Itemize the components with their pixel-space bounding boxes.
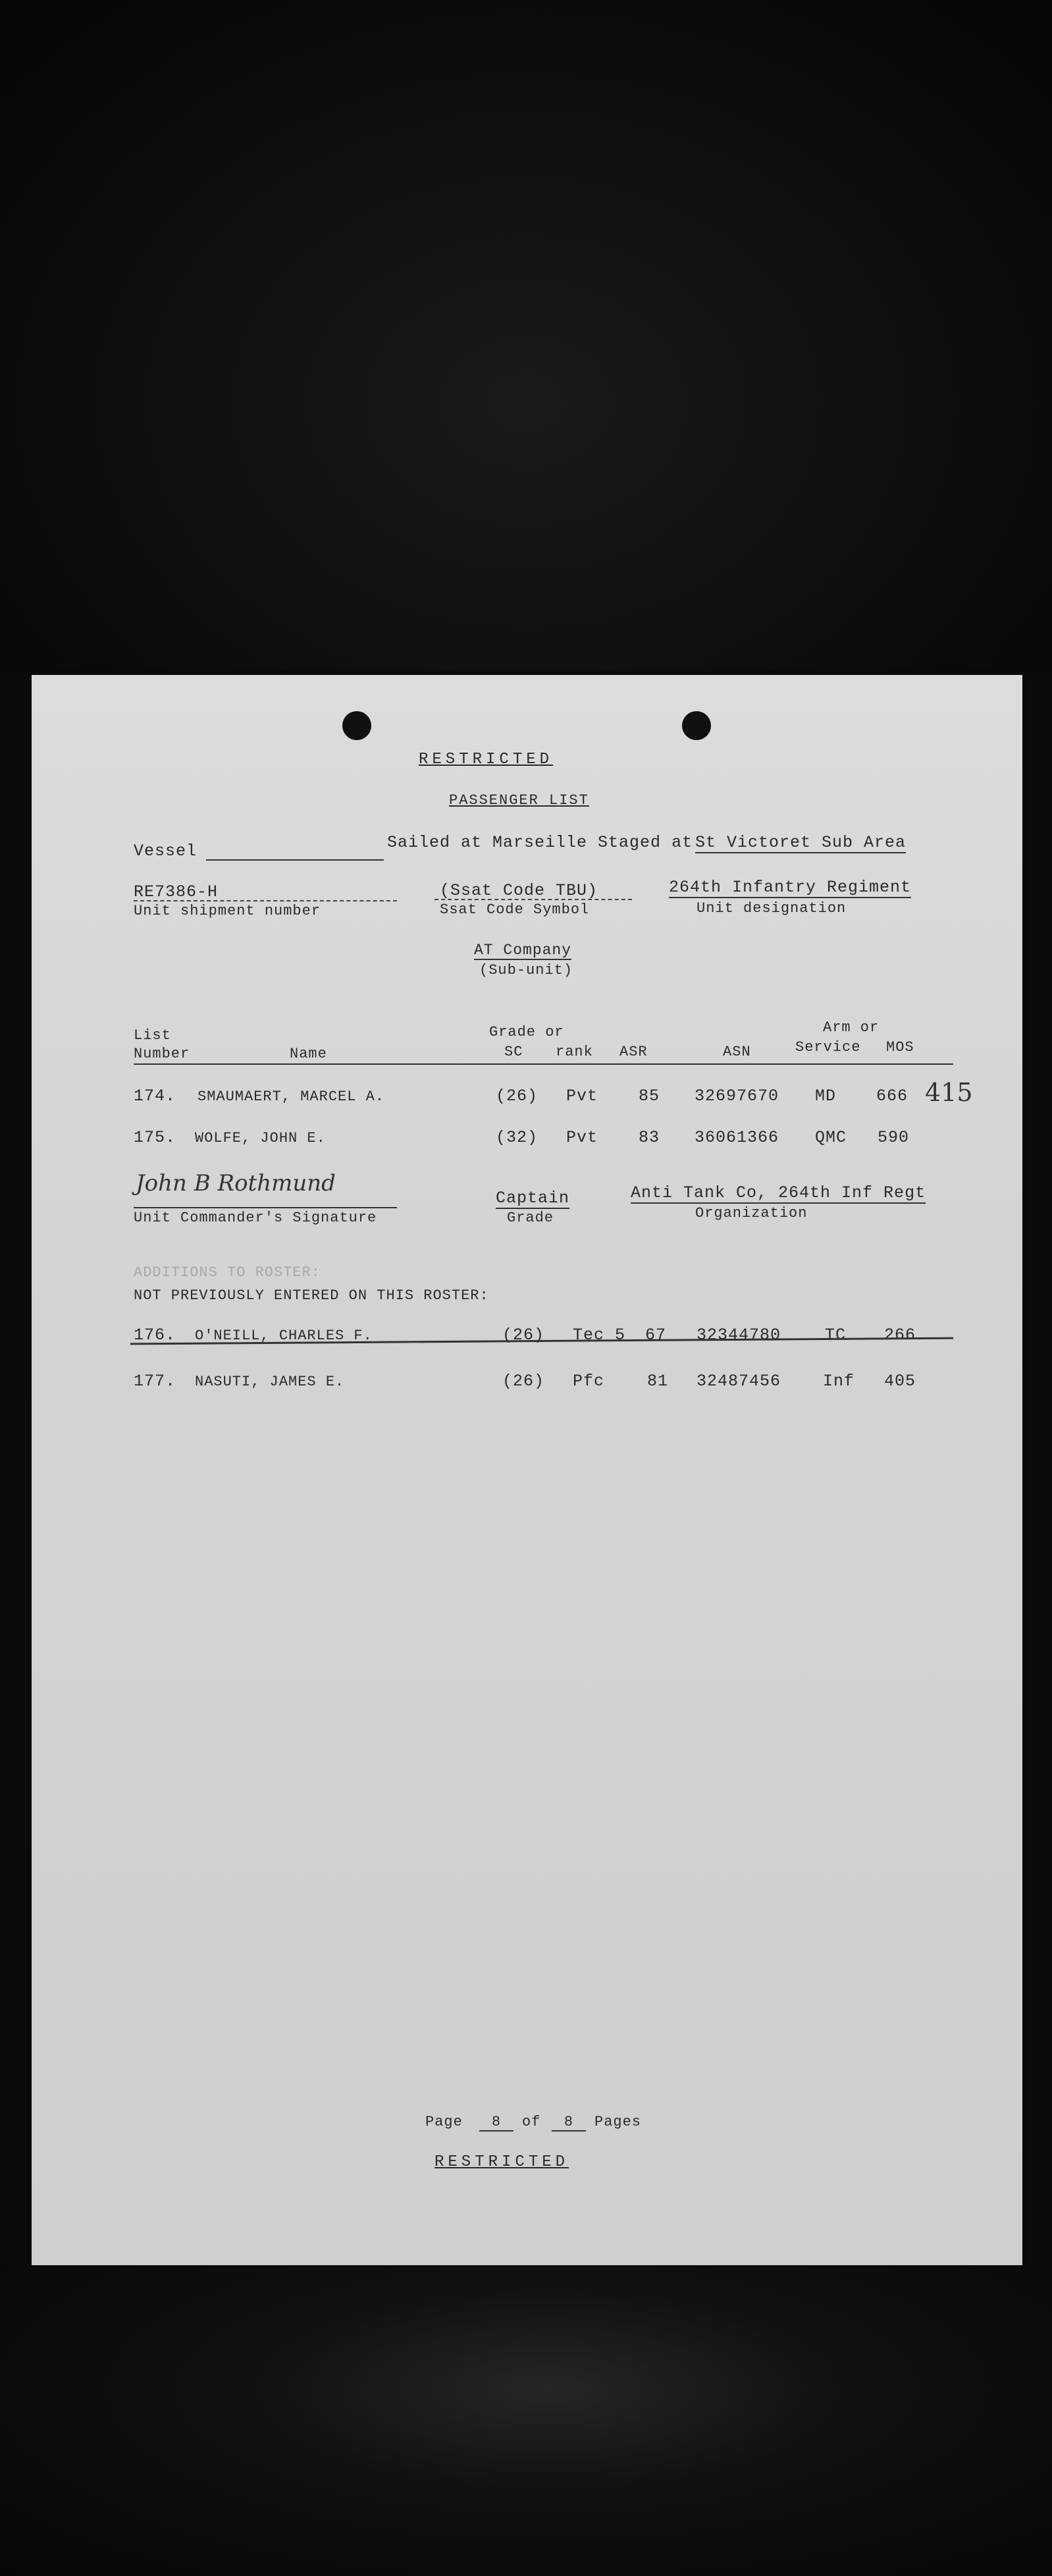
row-177-sc: (26) <box>502 1372 545 1391</box>
organization-value: Anti Tank Co, 264th Inf Regt <box>631 1183 926 1202</box>
row-176-asr: 67 <box>645 1326 667 1345</box>
row-174-num: 174. <box>134 1087 176 1106</box>
row-174-mos-handwritten: 415 <box>925 1078 973 1107</box>
footer-of-word: of <box>522 2114 541 2130</box>
vessel-label: Vessel <box>134 842 197 861</box>
staged-place: St Victoret Sub Area <box>695 833 907 852</box>
footer-page-number: 8 <box>479 2114 513 2132</box>
signature-rule <box>134 1207 397 1208</box>
row-177-rank: Pfc <box>573 1372 605 1391</box>
row-177-name: NASUTI, JAMES E. <box>195 1374 345 1390</box>
row-176-rank: Tec 5 <box>573 1326 626 1345</box>
subunit-value: AT Company <box>474 942 572 959</box>
col-list-header-2: Number <box>134 1046 190 1062</box>
row-174-service: MD <box>815 1087 837 1106</box>
col-asn-header: ASN <box>723 1044 751 1060</box>
unit-designation-value: 264th Infantry Regiment <box>669 878 912 897</box>
row-177-num: 177. <box>134 1372 176 1391</box>
ssc-label: Ssat Code Symbol <box>440 901 590 918</box>
row-174-mos: 666 <box>876 1087 908 1106</box>
document-page <box>32 675 1022 2265</box>
col-sc-header: SC <box>504 1044 523 1060</box>
row-176-mos: 266 <box>884 1326 916 1345</box>
col-grade-header: Grade or <box>489 1024 564 1040</box>
scanner-background-top <box>0 0 1052 672</box>
row-175-mos: 590 <box>878 1128 910 1147</box>
passenger-list-title: PASSENGER LIST <box>449 792 589 809</box>
scanner-background-bottom <box>0 2265 1052 2576</box>
grade-label: Grade <box>507 1210 554 1226</box>
ssc-value: (Ssat Code TBU) <box>440 881 598 900</box>
col-service-header: Service <box>795 1039 861 1056</box>
row-174-name: SMAUMAERT, MARCEL A. <box>197 1088 385 1105</box>
row-176-num: 176. <box>134 1326 176 1345</box>
ssc-rule <box>434 899 632 900</box>
subunit-label: (Sub-unit) <box>479 962 573 979</box>
row-175-service: QMC <box>815 1128 847 1147</box>
row-175-rank: Pvt <box>566 1128 598 1147</box>
row-174-sc: (26) <box>496 1087 539 1106</box>
col-asr-header: ASR <box>619 1044 648 1060</box>
row-174-rank: Pvt <box>566 1087 598 1106</box>
col-arm-header: Arm or <box>823 1019 880 1036</box>
footer-pages-word: Pages <box>594 2114 642 2130</box>
row-174-asn: 32697670 <box>695 1087 779 1106</box>
row-175-name: WOLFE, JOHN E. <box>195 1130 326 1146</box>
grade-value: Captain <box>496 1189 570 1208</box>
col-mos-header: MOS <box>886 1039 914 1056</box>
row-176-asn: 32344780 <box>697 1326 781 1345</box>
footer-total-pages: 8 <box>552 2114 586 2132</box>
row-177-mos: 405 <box>884 1372 916 1391</box>
header-rule <box>134 1063 953 1065</box>
row-176-sc: (26) <box>502 1326 545 1345</box>
row-175-asr: 83 <box>639 1128 660 1147</box>
sailed-text: Sailed at Marseille Staged at <box>387 833 693 852</box>
punch-hole-left <box>342 711 371 740</box>
row-175-num: 175. <box>134 1128 176 1147</box>
organization-label: Organization <box>695 1205 808 1221</box>
shipment-number: RE7386-H <box>134 882 219 901</box>
shipment-number-rule <box>134 900 397 901</box>
row-175-sc: (32) <box>496 1128 539 1147</box>
punch-hole-right <box>682 711 711 740</box>
row-177-asn: 32487456 <box>697 1372 781 1391</box>
col-rank-header: rank <box>556 1044 593 1060</box>
col-list-header-1: List <box>134 1027 171 1044</box>
row-177-asr: 81 <box>647 1372 669 1391</box>
restricted-footer: RESTRICTED <box>434 2153 569 2171</box>
additions-faded-heading: ADDITIONS TO ROSTER: <box>134 1264 321 1281</box>
additions-heading: NOT PREVIOUSLY ENTERED ON THIS ROSTER: <box>134 1287 489 1304</box>
shipment-label: Unit shipment number <box>134 903 321 919</box>
commander-signature: John B Rothmund <box>136 1170 336 1196</box>
unit-designation-label: Unit designation <box>697 900 847 917</box>
row-175-asn: 36061366 <box>695 1128 779 1147</box>
row-176-service: TC <box>825 1326 847 1345</box>
vessel-blank <box>206 859 384 861</box>
col-name-header: Name <box>290 1046 327 1062</box>
footer-page-word: Page <box>425 2114 463 2130</box>
restricted-header: RESTRICTED <box>419 751 554 768</box>
signature-label: Unit Commander's Signature <box>134 1210 377 1226</box>
row-177-service: Inf <box>823 1372 855 1391</box>
row-174-asr: 85 <box>639 1087 660 1106</box>
row-176-name: O'NEILL, CHARLES F. <box>195 1328 373 1344</box>
